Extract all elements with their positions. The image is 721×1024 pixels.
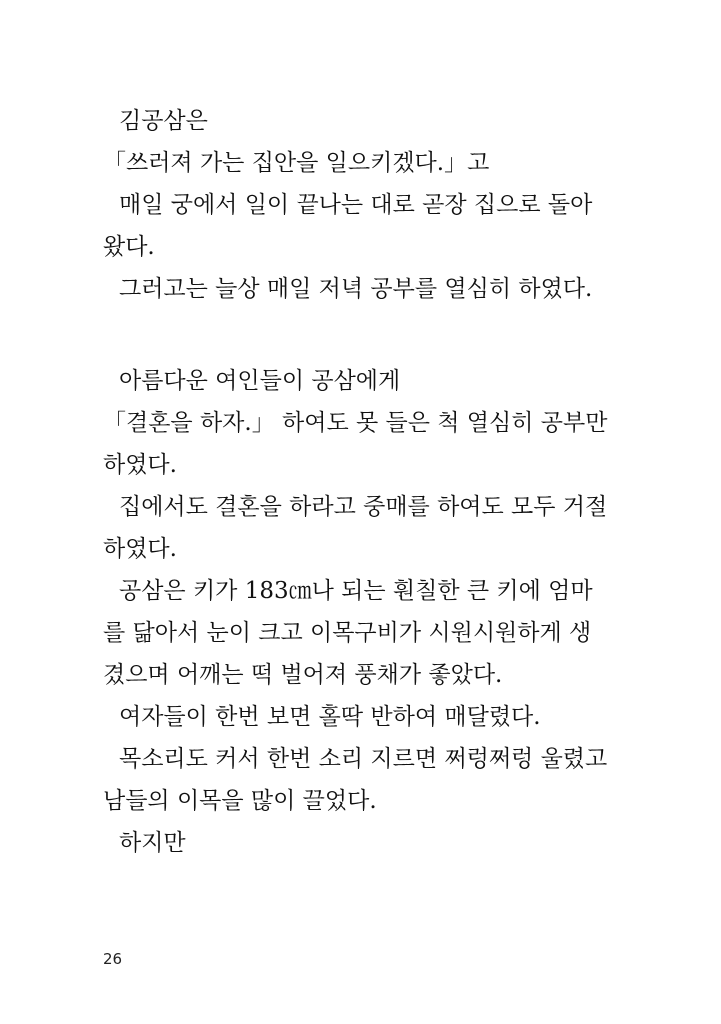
text-line: 남들의 이목을 많이 끌었다. bbox=[103, 788, 377, 814]
text-line: 목소리도 커서 한번 소리 지르면 쩌렁쩌렁 울렸고 bbox=[119, 746, 608, 772]
paragraph-gap bbox=[103, 352, 613, 360]
text-line: 집에서도 결혼을 하라고 중매를 하여도 모두 거절 bbox=[119, 494, 608, 520]
text-line: 하지만 bbox=[119, 830, 186, 856]
page-number: 26 bbox=[103, 950, 123, 968]
text-line: 왔다. bbox=[103, 234, 155, 260]
text-line: 「쓰러져 가는 집안을 일으키겠다.」고 bbox=[103, 150, 490, 176]
text-line: 를 닮아서 눈이 크고 이목구비가 시원시원하게 생 bbox=[103, 620, 592, 646]
text-line: 하였다. bbox=[103, 452, 177, 478]
text-line: 겼으며 어깨는 떡 벌어져 풍채가 좋았다. bbox=[103, 662, 503, 688]
text-line: 공삼은 키가 183㎝나 되는 훤칠한 큰 키에 엄마 bbox=[119, 578, 593, 604]
text-line: 매일 궁에서 일이 끝나는 대로 곧장 집으로 돌아 bbox=[119, 192, 593, 218]
text-line: 「결혼을 하자.」 하여도 못 들은 척 열심히 공부만 bbox=[103, 410, 608, 436]
text-line: 여자들이 한번 보면 홀딱 반하여 매달렸다. bbox=[119, 704, 541, 730]
body-text bbox=[103, 100, 613, 864]
text-line: 김공삼은 bbox=[119, 108, 208, 134]
text-line: 아름다운 여인들이 공삼에게 bbox=[119, 368, 401, 394]
text-line: 하였다. bbox=[103, 536, 177, 562]
paragraph-gap bbox=[103, 310, 613, 352]
text-line: 그러고는 늘상 매일 저녁 공부를 열심히 하였다. bbox=[119, 276, 593, 302]
